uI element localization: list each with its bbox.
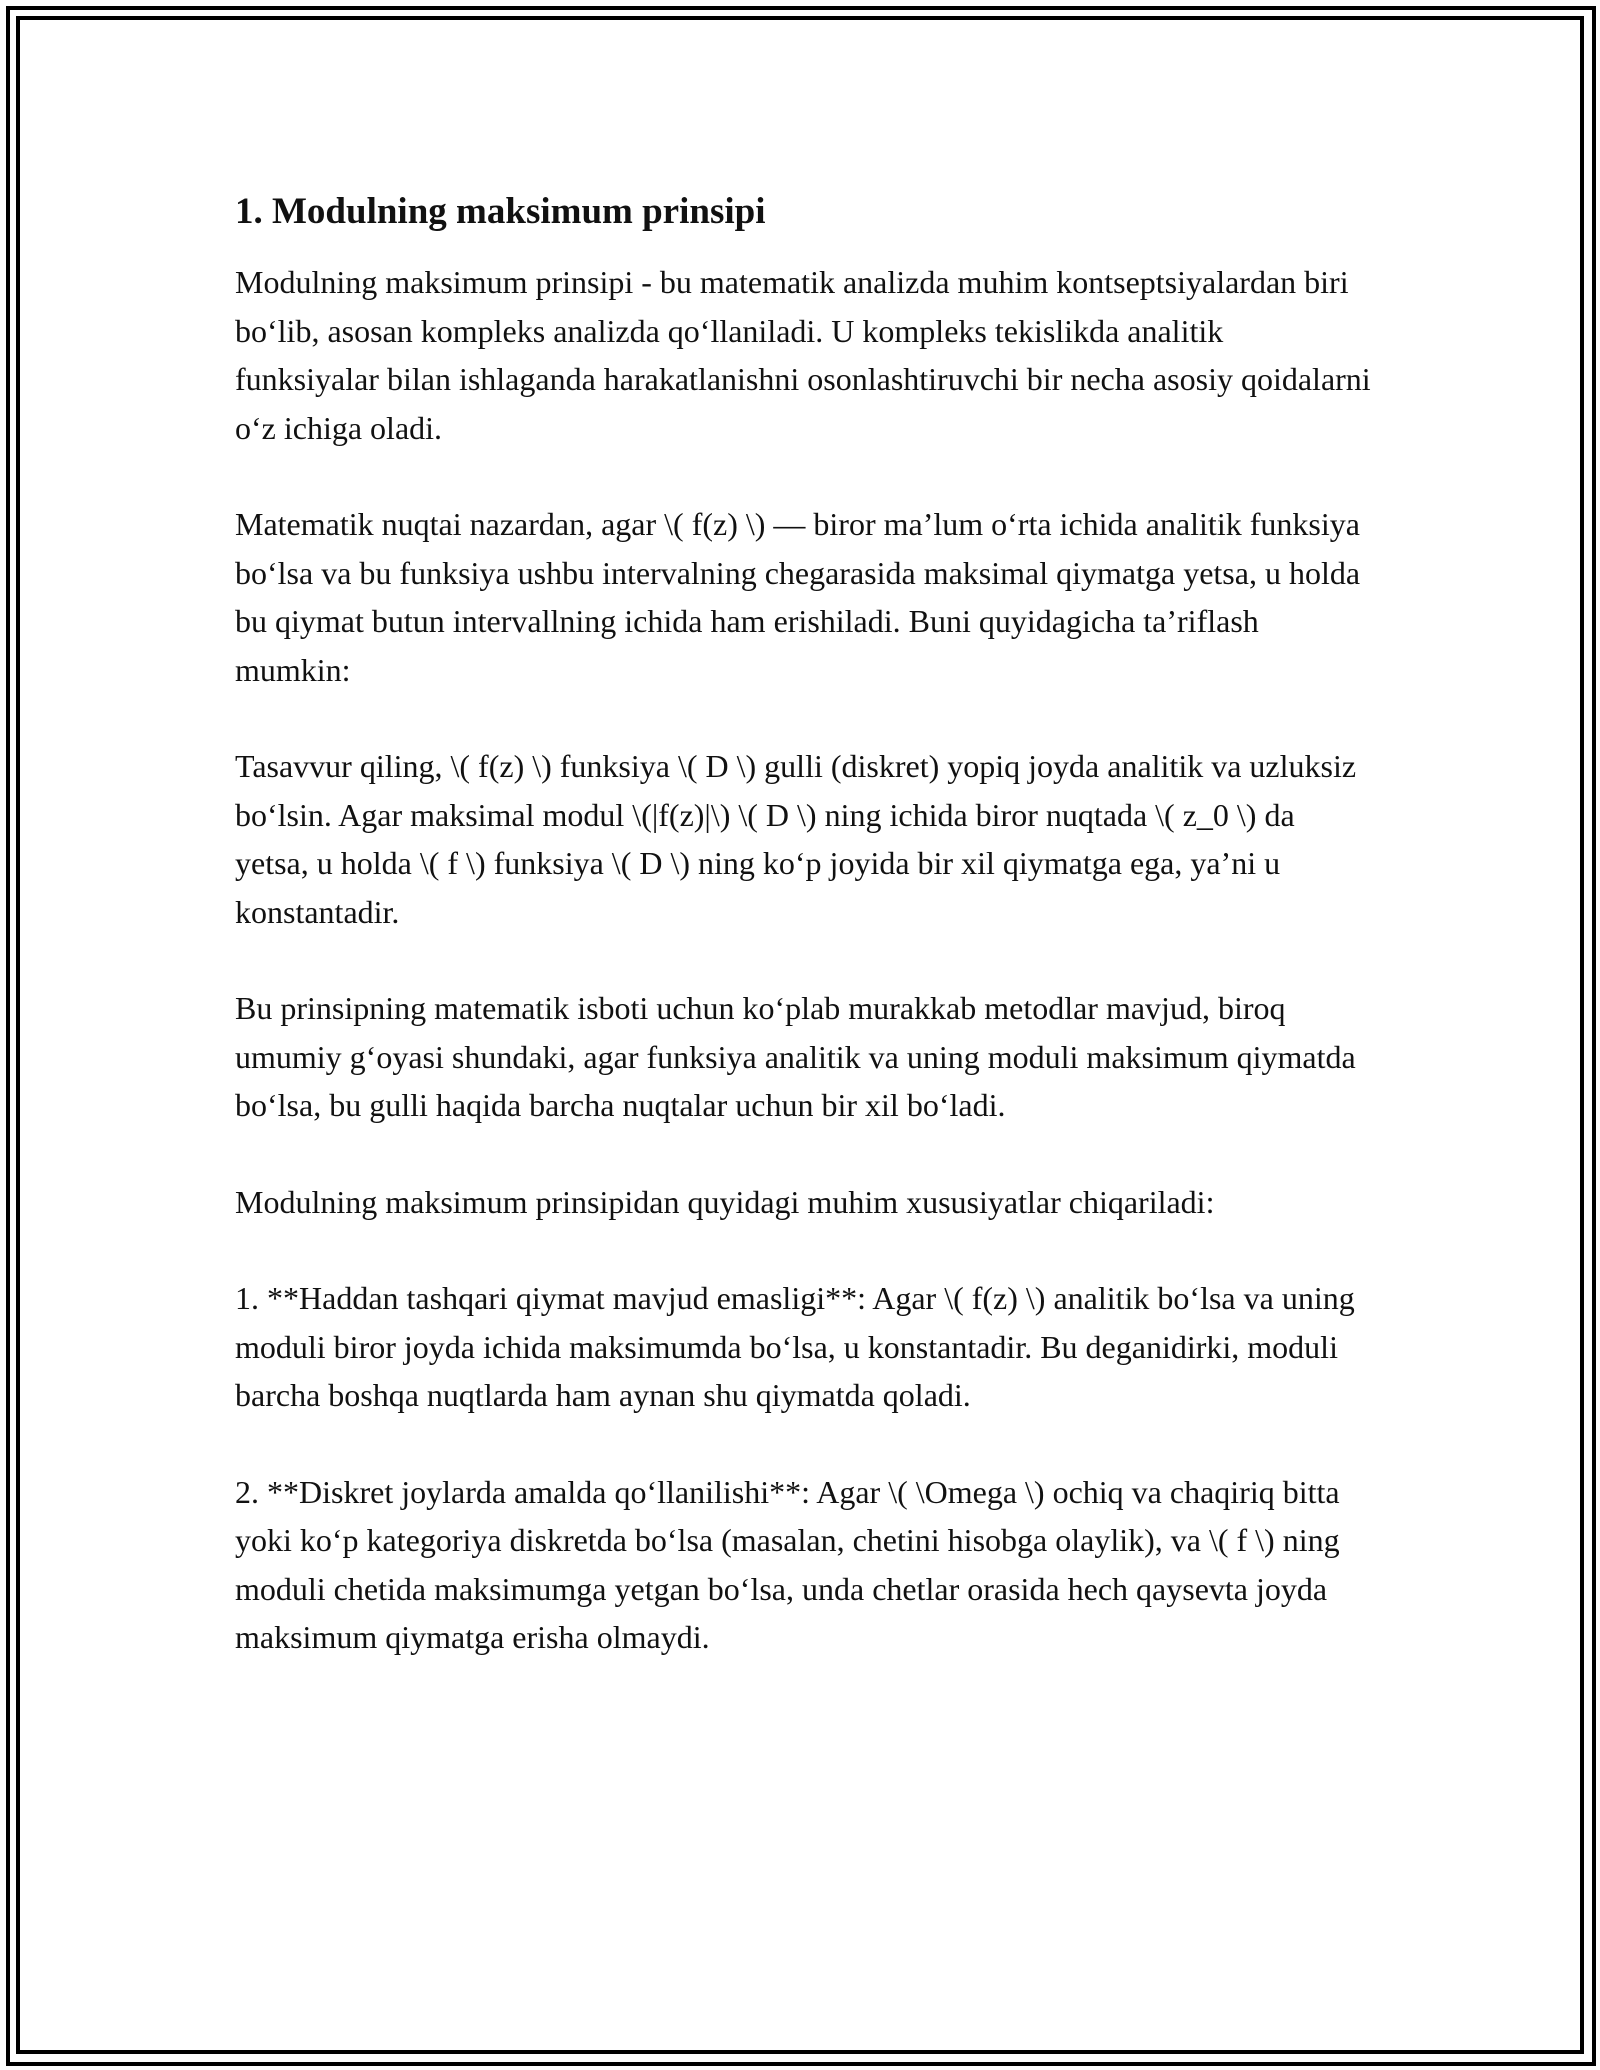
paragraph-proof-idea: Bu prinsipning matematik isboti uchun ko‘plab murakkab metodlar mavjud, biroq umumiy g‘oyasi shundaki, agar funksiya analitik va uning moduli maksimum qiymatda bo‘lsa, bu gulli haqida barcha nuqtalar uchun bir xil bo‘ladi.	[235, 990, 1356, 1123]
document-body	[235, 188, 1375, 1710]
list-item-2: 2. **Diskret joylarda amalda qo‘llanilishi**: Agar \( \Omega \) ochiq va chaqiriq bitta yoki ko‘p kategoriya diskretda bo‘lsa (masalan, chetini hisobga olaylik), va \( f \) ning moduli chetida maksimumga yetgan bo‘lsa, unda chetlar orasida hech qaysevta joyda maksimum qiymatga erisha olmaydi.	[235, 1473, 1340, 1655]
list-item-1: 1. **Haddan tashqari qiymat mavjud emasligi**: Agar \( f(z) \) analitik bo‘lsa va uning moduli biror joyda ichida maksimumda bo‘lsa, u konstantadir. Bu deganidirki, moduli barcha boshqa nuqtlarda ham aynan shu qiymatda qoladi.	[235, 1280, 1355, 1413]
paragraph-statement: Tasavvur qiling, \( f(z) \) funksiya \( D \) gulli (diskret) yopiq joyda analitik va uzluksiz bo‘lsin. Agar maksimal modul \(|f(z)|\) \( D \) ning ichida biror nuqtada \( z_0 \) da yetsa, u holda \( f \) funksiya \( D \) ning ko‘p joyida bir xil qiymatga ega, ya’ni u konstantadir.	[235, 748, 1357, 930]
section-heading: 1. Modulning maksimum prinsipi	[235, 191, 766, 232]
paragraph-intro: Modulning maksimum prinsipi - bu matematik analizda muhim kontseptsiyalardan biri bo‘lib, asosan kompleks analizda qo‘llaniladi. U kompleks tekislikda analitik funksiyalar bilan ishlaganda harakatlanishni osonlashtiruvchi bir necha asosiy qoidalarni o‘z ichiga oladi.	[235, 264, 1371, 446]
paragraph-math-view: Matematik nuqtai nazardan, agar \( f(z) \) — biror ma’lum o‘rta ichida analitik funksiya bo‘lsa va bu funksiya ushbu intervalning chegarasida maksimal qiymatga yetsa, u holda bu qiymat butun intervallning ichida ham erishiladi. Buni quyidagicha ta’riflash mumkin:	[235, 506, 1361, 688]
paragraph-properties-intro: Modulning maksimum prinsipidan quyidagi muhim xususiyatlar chiqariladi:	[235, 1183, 1215, 1220]
